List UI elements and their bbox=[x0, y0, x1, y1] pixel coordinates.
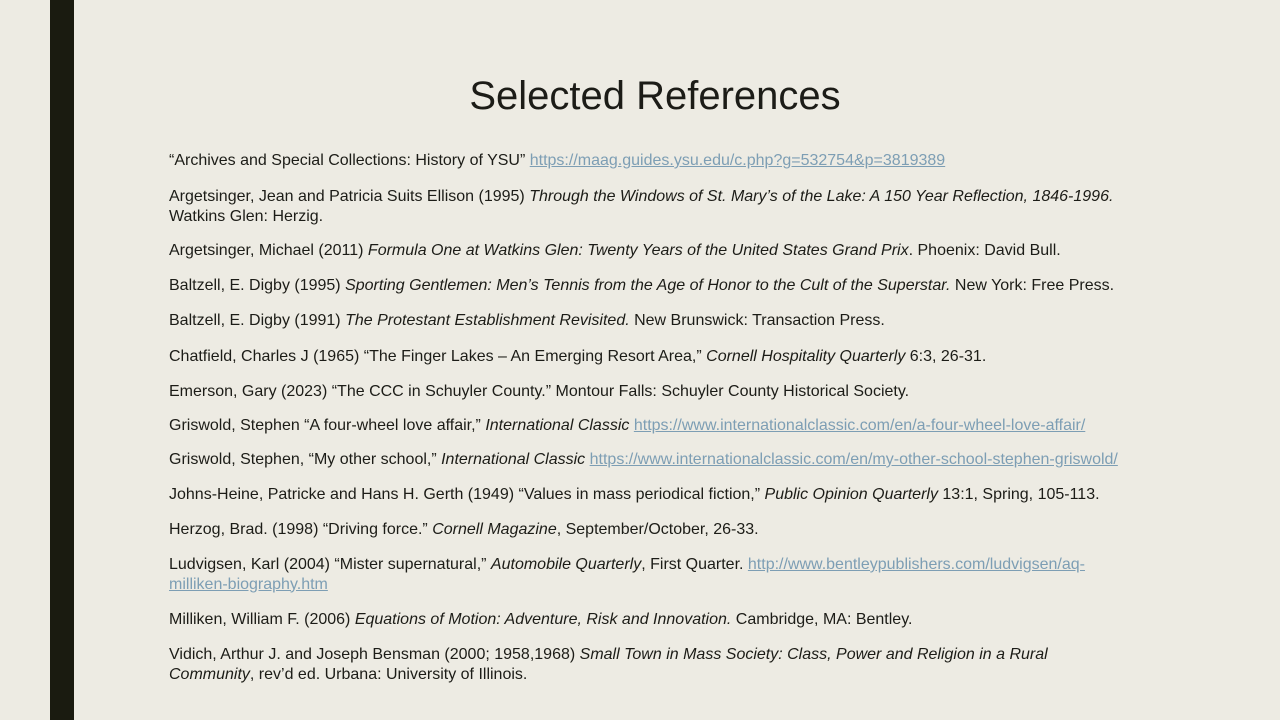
reference-text: Griswold, Stephen, “My other school,” bbox=[169, 451, 442, 468]
reference-title: Equations of Motion: Adventure, Risk and Innovation. bbox=[354, 611, 732, 628]
reference-text: Argetsinger, Jean and Patricia Suits Ellison (1995) bbox=[169, 188, 530, 205]
reference-text: Herzog, Brad. (1998) “Driving force.” bbox=[169, 521, 433, 538]
reference-link[interactable]: https://www.internationalclassic.com/en/a-four-wheel-love-affair/ bbox=[633, 417, 1086, 434]
reference-text: Cambridge, MA: Bentley. bbox=[731, 611, 913, 628]
reference-title: Small Town in Mass Society: Class, Power and Religion in a Rural Community bbox=[169, 646, 1048, 683]
reference-text: , rev’d ed. Urbana: University of Illinois. bbox=[249, 665, 528, 683]
reference-title: Automobile Quarterly bbox=[490, 556, 642, 573]
reference-link[interactable]: https://www.internationalclassic.com/en/my-other-school-stephen-griswold/ bbox=[589, 451, 1118, 468]
reference-text: Milliken, William F. (2006) bbox=[169, 611, 355, 628]
reference-text: Ludvigsen, Karl (2004) “Mister supernatural,” bbox=[169, 556, 491, 573]
reference-item bbox=[169, 311, 1129, 331]
reference-title: International Classic bbox=[441, 451, 586, 468]
slide-title: Selected References bbox=[469, 74, 841, 118]
reference-text: Watkins Glen: Herzig. bbox=[169, 207, 324, 225]
reference-title: Through the Windows of St. Mary’s of the Lake: A 150 Year Reflection, 1846-1996. bbox=[529, 188, 1114, 205]
reference-text: New York: Free Press. bbox=[950, 277, 1115, 294]
reference-link[interactable]: https://maag.guides.ysu.edu/c.php?g=532754&p=3819389 bbox=[529, 152, 946, 169]
reference-text: Johns-Heine, Patricke and Hans H. Gerth (1949) “Values in mass periodical fiction,” bbox=[169, 486, 765, 503]
reference-item bbox=[169, 382, 1129, 402]
reference-item bbox=[169, 347, 1129, 367]
reference-text: Chatfield, Charles J (1965) “The Finger Lakes – An Emerging Resort Area,” bbox=[169, 348, 707, 365]
reference-item bbox=[169, 151, 1129, 171]
reference-link[interactable]: http://www.bentleypublishers.com/ludvigsen/aq-milliken-biography.htm bbox=[169, 556, 1085, 593]
reference-text: 13:1, Spring, 105-113. bbox=[937, 486, 1100, 503]
reference-text: New Brunswick: Transaction Press. bbox=[629, 312, 885, 329]
reference-text: Vidich, Arthur J. and Joseph Bensman (2000; 1958,1968) bbox=[169, 646, 580, 663]
reference-item bbox=[169, 187, 1129, 226]
reference-item bbox=[169, 610, 1129, 630]
reference-text: , First Quarter. bbox=[641, 556, 748, 573]
reference-title: Cornell Hospitality Quarterly bbox=[706, 348, 906, 365]
reference-item bbox=[169, 485, 1129, 505]
reference-item bbox=[169, 520, 1129, 540]
reference-item bbox=[169, 416, 1129, 436]
reference-title: Public Opinion Quarterly bbox=[764, 486, 938, 503]
reference-text: Argetsinger, Michael (2011) bbox=[169, 242, 368, 259]
reference-title: Formula One at Watkins Glen: Twenty Years of the United States Grand Prix bbox=[367, 242, 909, 259]
reference-text: . Phoenix: David Bull. bbox=[908, 242, 1061, 259]
reference-title: Sporting Gentlemen: Men’s Tennis from the Age of Honor to the Cult of the Superstar. bbox=[345, 277, 951, 294]
reference-text: “Archives and Special Collections: History of YSU” bbox=[169, 152, 530, 169]
reference-title: International Classic bbox=[485, 417, 630, 434]
reference-item bbox=[169, 276, 1129, 296]
reference-item bbox=[169, 645, 1129, 684]
reference-text: Emerson, Gary (2023) “The CCC in Schuyler County.” Montour Falls: Schuyler County Historical Society. bbox=[169, 383, 910, 400]
reference-title: The Protestant Establishment Revisited. bbox=[345, 312, 630, 329]
reference-text: Baltzell, E. Digby (1995) bbox=[169, 277, 346, 294]
reference-item bbox=[169, 450, 1129, 470]
reference-text: Baltzell, E. Digby (1991) bbox=[169, 312, 346, 329]
reference-item bbox=[169, 241, 1129, 261]
reference-text: Griswold, Stephen “A four-wheel love affair,” bbox=[169, 417, 486, 434]
reference-text: , September/October, 26-33. bbox=[556, 521, 759, 538]
reference-text: 6:3, 26-31. bbox=[905, 348, 987, 365]
reference-title: Cornell Magazine bbox=[432, 521, 557, 538]
reference-item bbox=[169, 555, 1129, 594]
